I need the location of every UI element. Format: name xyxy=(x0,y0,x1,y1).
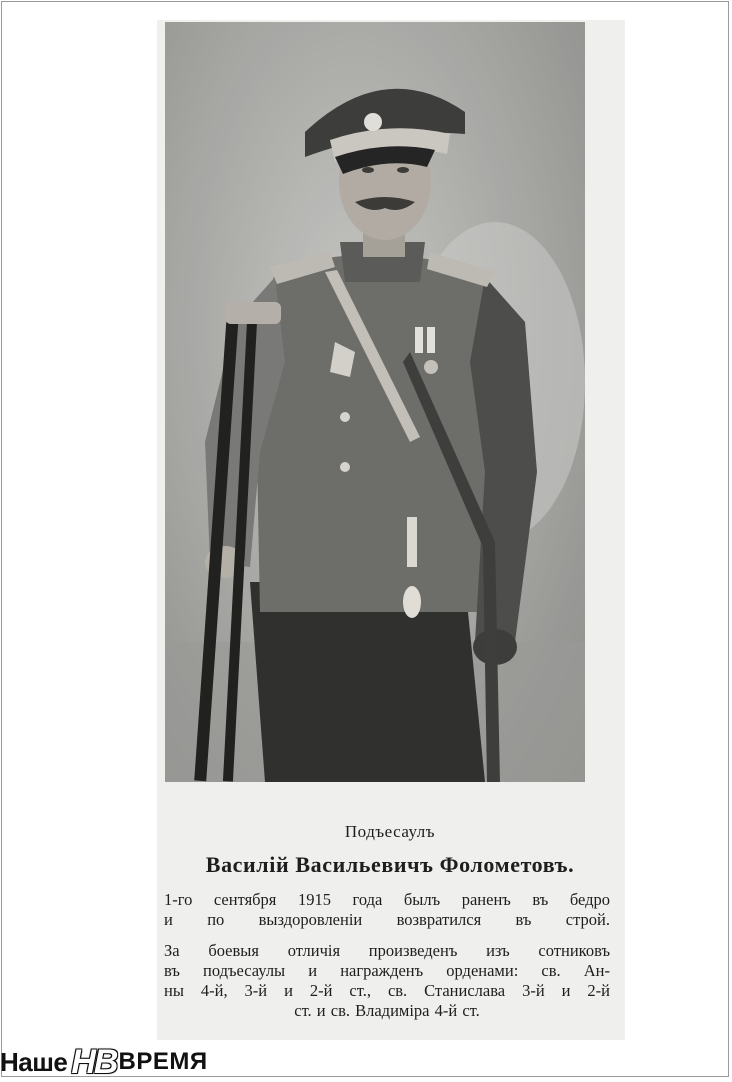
caption-line: и по выздоровленіи возвратился въ строй. xyxy=(164,910,610,929)
logo-word-vremya: ВРЕМЯ xyxy=(118,1048,208,1075)
logo-mark: НВ xyxy=(71,1042,117,1081)
person-name: Василій Васильевичъ Фолометовъ. xyxy=(205,852,575,877)
caption-line: ст. и св. Владиміра 4-й ст. xyxy=(294,1001,480,1020)
caption-paragraph-awards xyxy=(164,941,610,1021)
caption-line: ны 4-й, 3-й и 2-й ст., св. Станислава 3-й и 2-й xyxy=(164,981,610,1000)
caption-paragraph-wound xyxy=(164,890,610,930)
logo-word-nashe: Наше xyxy=(0,1046,68,1077)
caption-line: За боевыя отличія произведенъ изъ сотниковъ xyxy=(164,941,610,960)
caption-line: въ подъесаулы и награжденъ орденами: св. Ан- xyxy=(164,961,610,980)
caption-line: 1-го сентября 1915 года былъ раненъ въ бедро xyxy=(164,890,610,909)
publication-logo xyxy=(0,1044,208,1080)
officer-portrait-illustration xyxy=(165,22,585,782)
portrait-photo xyxy=(165,22,585,782)
rank-title: Подъесаулъ xyxy=(344,822,436,841)
